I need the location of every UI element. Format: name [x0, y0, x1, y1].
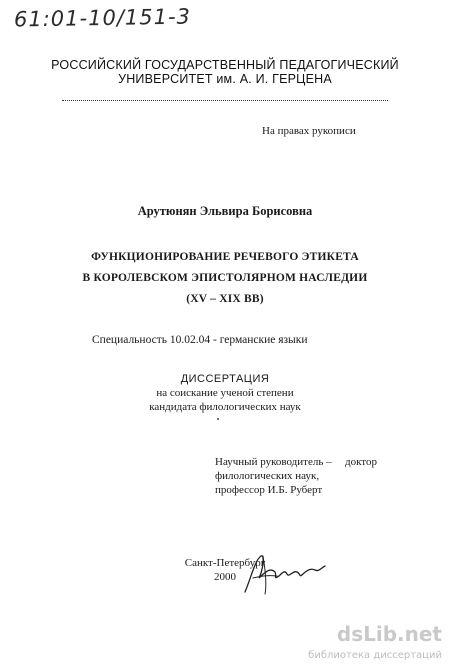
advisor-degree-start: доктор	[345, 456, 377, 468]
city: Санкт-Петербург	[184, 557, 266, 569]
watermark-name: dsLib.net	[336, 622, 442, 646]
dissertation-heading: ДИССЕРТАЦИЯ	[180, 373, 270, 385]
author-name: Арутюнян Эльвира Борисовна	[137, 204, 313, 218]
dslib-watermark	[292, 622, 442, 668]
stray-mark	[217, 418, 219, 420]
advisor-degree-field: филологических наук,	[215, 470, 320, 482]
university-name-line2: УНИВЕРСИТЕТ им. А. И. ГЕРЦЕНА	[118, 72, 332, 86]
manuscript-rights-note: На правах рукописи	[262, 125, 356, 137]
advisor-name: профессор И.Б. Руберт	[215, 484, 323, 496]
thesis-title-line1: ФУНКЦИОНИРОВАНИЕ РЕЧЕВОГО ЭТИКЕТА	[91, 251, 359, 263]
year: 2000	[214, 571, 236, 583]
thesis-title-period: (XV – XIX ВВ)	[186, 293, 264, 305]
dissertation-purpose: на соискание ученой степени	[156, 387, 294, 399]
advisor-label: Научный руководитель –	[215, 456, 332, 468]
dotted-divider	[62, 100, 388, 101]
specialty-line: Специальность 10.02.04 - германские языки	[92, 334, 308, 346]
thesis-title-line2: В КОРОЛЕВСКОМ ЭПИСТОЛЯРНОМ НАСЛЕДИИ	[82, 272, 368, 284]
university-name-line1: РОССИЙСКИЙ ГОСУДАРСТВЕННЫЙ ПЕДАГОГИЧЕСКИЙ	[51, 58, 399, 72]
handwritten-catalog-note: 61:01-10/151-3	[13, 4, 192, 32]
watermark-tagline: библиотека диссертаций	[308, 650, 442, 661]
dissertation-degree: кандидата филологических наук	[149, 401, 301, 413]
author-signature-icon	[241, 548, 331, 598]
